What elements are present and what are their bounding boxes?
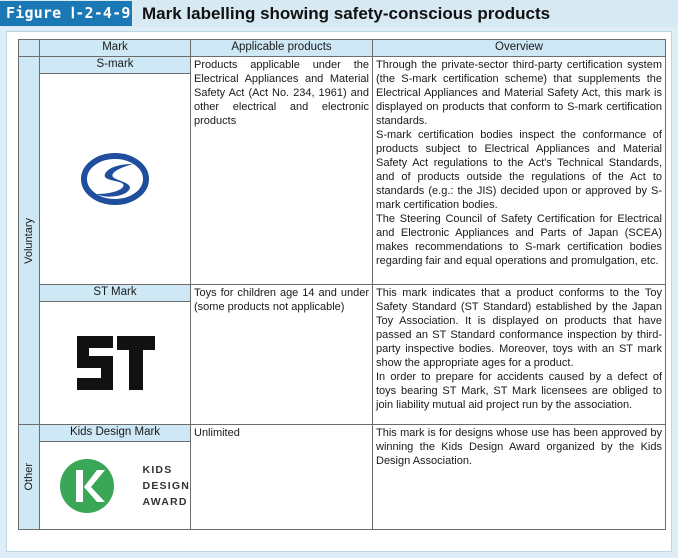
s-mark-icon [79, 150, 151, 208]
category-header [19, 40, 40, 57]
mark-name: Kids Design Mark [40, 425, 191, 442]
table-row [19, 425, 666, 442]
table-row [19, 285, 666, 302]
overview-paragraph: The Steering Council of Safety Certification for Electrical and Electronic Appliances and Parts of Japan (SCEA) makes recommendations to S-mark certification bodies regarding fair and equal operations and promulgation, etc. [376, 213, 662, 267]
s-mark-logo [40, 74, 191, 285]
st-mark-logo [40, 302, 191, 425]
marks-table [18, 39, 666, 530]
overview-column-header: Overview [373, 40, 666, 57]
category-label: Other [23, 463, 35, 491]
kids-award-wordmark: KIDS DESIGN AWARD [142, 463, 190, 508]
products-column-header: Applicable products [191, 40, 373, 57]
overview-text [373, 285, 666, 425]
overview-paragraph: This mark is for designs whose use has been approved by winning the Kids Design Award organized by the Kids Design Association. [376, 427, 662, 467]
overview-paragraph: This mark indicates that a product conforms to the Toy Safety Standard (ST Standard) established by the Japan Toy Association. It is displayed on products that have passed an ST Standard conformance inspection by third-party inspective bodies. Moreover, toys with an ST mark show the appropriate ages for a product. [376, 287, 662, 369]
overview-paragraph: In order to prepare for accidents caused by a defect of toys bearing ST Mark, ST Mark licensees are obliged to join liability mutual aid project run by the association. [376, 371, 662, 411]
kids-design-award-icon [59, 458, 115, 514]
overview-text [373, 57, 666, 285]
kids-design-logo [40, 442, 191, 530]
applicable-products: Unlimited [191, 425, 373, 530]
figure-title: Mark labelling showing safety-conscious products [142, 4, 551, 23]
figure-title-bar [0, 0, 678, 27]
table-row [19, 57, 666, 74]
category-other [19, 425, 40, 530]
overview-paragraph: Through the private-sector third-party certification system (the S-mark certification scheme) that supplements the Electrical Appliances and Material Safety Act, this mark is displayed on products that conform to S-mark certification standards. [376, 59, 662, 127]
figure-label: Figure Ⅰ-2-4-9 [0, 1, 132, 26]
applicable-products: Toys for children age 14 and under (some products not applicable) [191, 285, 373, 425]
applicable-products: Products applicable under the Electrical Appliances and Material Safety Act (Act No. 234, 1961) and other electrical and electronic products [191, 57, 373, 285]
mark-name: S-mark [40, 57, 191, 74]
st-mark-icon [73, 332, 157, 394]
table-header-row [19, 40, 666, 57]
category-label: Voluntary [23, 217, 35, 264]
category-voluntary [19, 57, 40, 425]
mark-column-header: Mark [40, 40, 191, 57]
overview-text [373, 425, 666, 530]
mark-name: ST Mark [40, 285, 191, 302]
overview-paragraph: S-mark certification bodies inspect the conformance of products subject to Electrical Appliances and Material Safety Act regulations to the Act's Technical Standards, and of products outside the regulations of the Act to standards (e.g.: the JIS) decided upon or approved by S-mark certification bodies. [376, 129, 662, 211]
figure-panel [6, 31, 672, 552]
